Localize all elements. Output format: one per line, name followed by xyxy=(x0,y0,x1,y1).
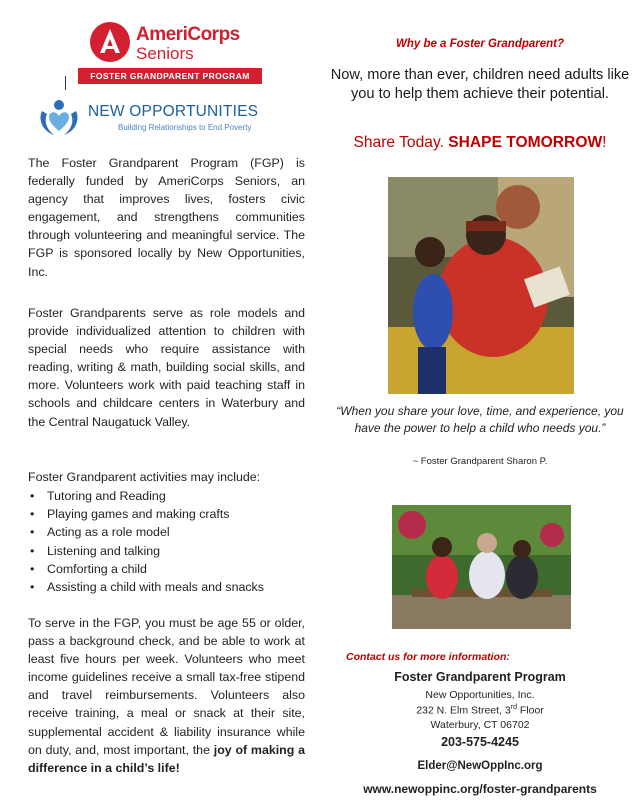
activities-list xyxy=(28,487,305,596)
list-item: • Tutoring and Reading xyxy=(28,487,305,505)
contact-city: Waterbury, CT 06702 xyxy=(430,719,530,731)
role-paragraph: Foster Grandparents serve as role models and provide individualized attention to children with special needs who require assistance with reading, writing & math, building social skills, and more. Volunteers work with paid teaching staff in schools and childcare centers in Waterbury and the Central Naugatuck Valley. xyxy=(28,306,305,429)
new-opportunities-tagline: Building Relationships to End Poverty xyxy=(118,123,252,132)
americorps-seniors-word: Seniors xyxy=(136,44,194,63)
americorps-seniors-logo xyxy=(70,22,262,92)
joy-highlight: joy of making a difference in a child’s life! xyxy=(28,742,305,775)
why-heading: Why be a Foster Grandparent? xyxy=(395,38,565,50)
contact-email-link[interactable]: Elder@NewOppInc.org xyxy=(417,760,543,772)
contact-org: New Opportunities, Inc. xyxy=(425,689,535,701)
list-item: • Assisting a child with meals and snacks xyxy=(28,578,305,596)
grandparent-quote: “When you share your love, time, and experience, you have the power to help a child who needs you.” xyxy=(336,404,624,435)
bullet-icon: • xyxy=(30,561,35,576)
grandparents-bench-photo xyxy=(392,505,571,629)
list-item: • Acting as a role model xyxy=(28,523,305,541)
reading-photo xyxy=(388,177,574,394)
new-opportunities-wordmark: NEW OPPORTUNITIES xyxy=(88,103,259,120)
bullet-icon: • xyxy=(30,580,35,595)
bullet-icon: • xyxy=(30,507,35,522)
shape-tomorrow-text: SHAPE TOMORROW xyxy=(448,134,603,151)
quote-attribution: ~ Foster Grandparent Sharon P. xyxy=(412,456,548,467)
bullet-icon: • xyxy=(30,543,35,558)
list-item: • Listening and talking xyxy=(28,542,305,560)
website-link[interactable]: www.newoppinc.org/foster-grandparents xyxy=(363,782,597,796)
contact-phone[interactable]: 203-575-4245 xyxy=(441,735,519,749)
new-opportunities-logo xyxy=(36,97,266,141)
list-item: • Comforting a child xyxy=(28,560,305,578)
list-item: • Playing games and making crafts xyxy=(28,505,305,523)
requirements-paragraph: To serve in the FGP, you must be age 55 or older, pass a background check, and be able to work at least five hours per week. Volunteers who meet income guidelines receive a small tax-free stipend and travel reimbursements. Volunteers also receive training, a meal or snack at their site, supplemental accident & liability insurance while on duty, and, most important, the joy of making a difference in a child’s life! xyxy=(28,616,305,775)
share-today-tagline: Share Today. SHAPE TOMORROW! xyxy=(353,134,607,151)
contact-program-name: Foster Grandparent Program xyxy=(394,670,566,684)
divider-mark xyxy=(65,76,66,90)
americorps-wordmark: AmeriCorps xyxy=(136,24,240,45)
contact-heading: Contact us for more information: xyxy=(346,651,510,663)
bullet-icon: • xyxy=(30,489,35,503)
now-statement: Now, more than ever, children need adults like you to help them achieve their potential. xyxy=(330,67,630,102)
americorps-a-mark-icon xyxy=(90,22,130,62)
intro-paragraph: The Foster Grandparent Program (FGP) is federally funded by AmeriCorps Seniors, an agency that improves lives, fosters civic engagement, and strengthens communities through volunteering and meaningful service. The FGP is sponsored locally by New Opportunities, Inc. xyxy=(28,156,305,279)
contact-street: 232 N. Elm Street, 3rd Floor xyxy=(416,704,544,717)
bullet-icon: • xyxy=(30,525,35,540)
program-banner: FOSTER GRANDPARENT PROGRAM xyxy=(78,68,262,84)
hands-heart-icon xyxy=(36,97,82,139)
activities-intro: Foster Grandparent activities may include: xyxy=(28,470,261,484)
